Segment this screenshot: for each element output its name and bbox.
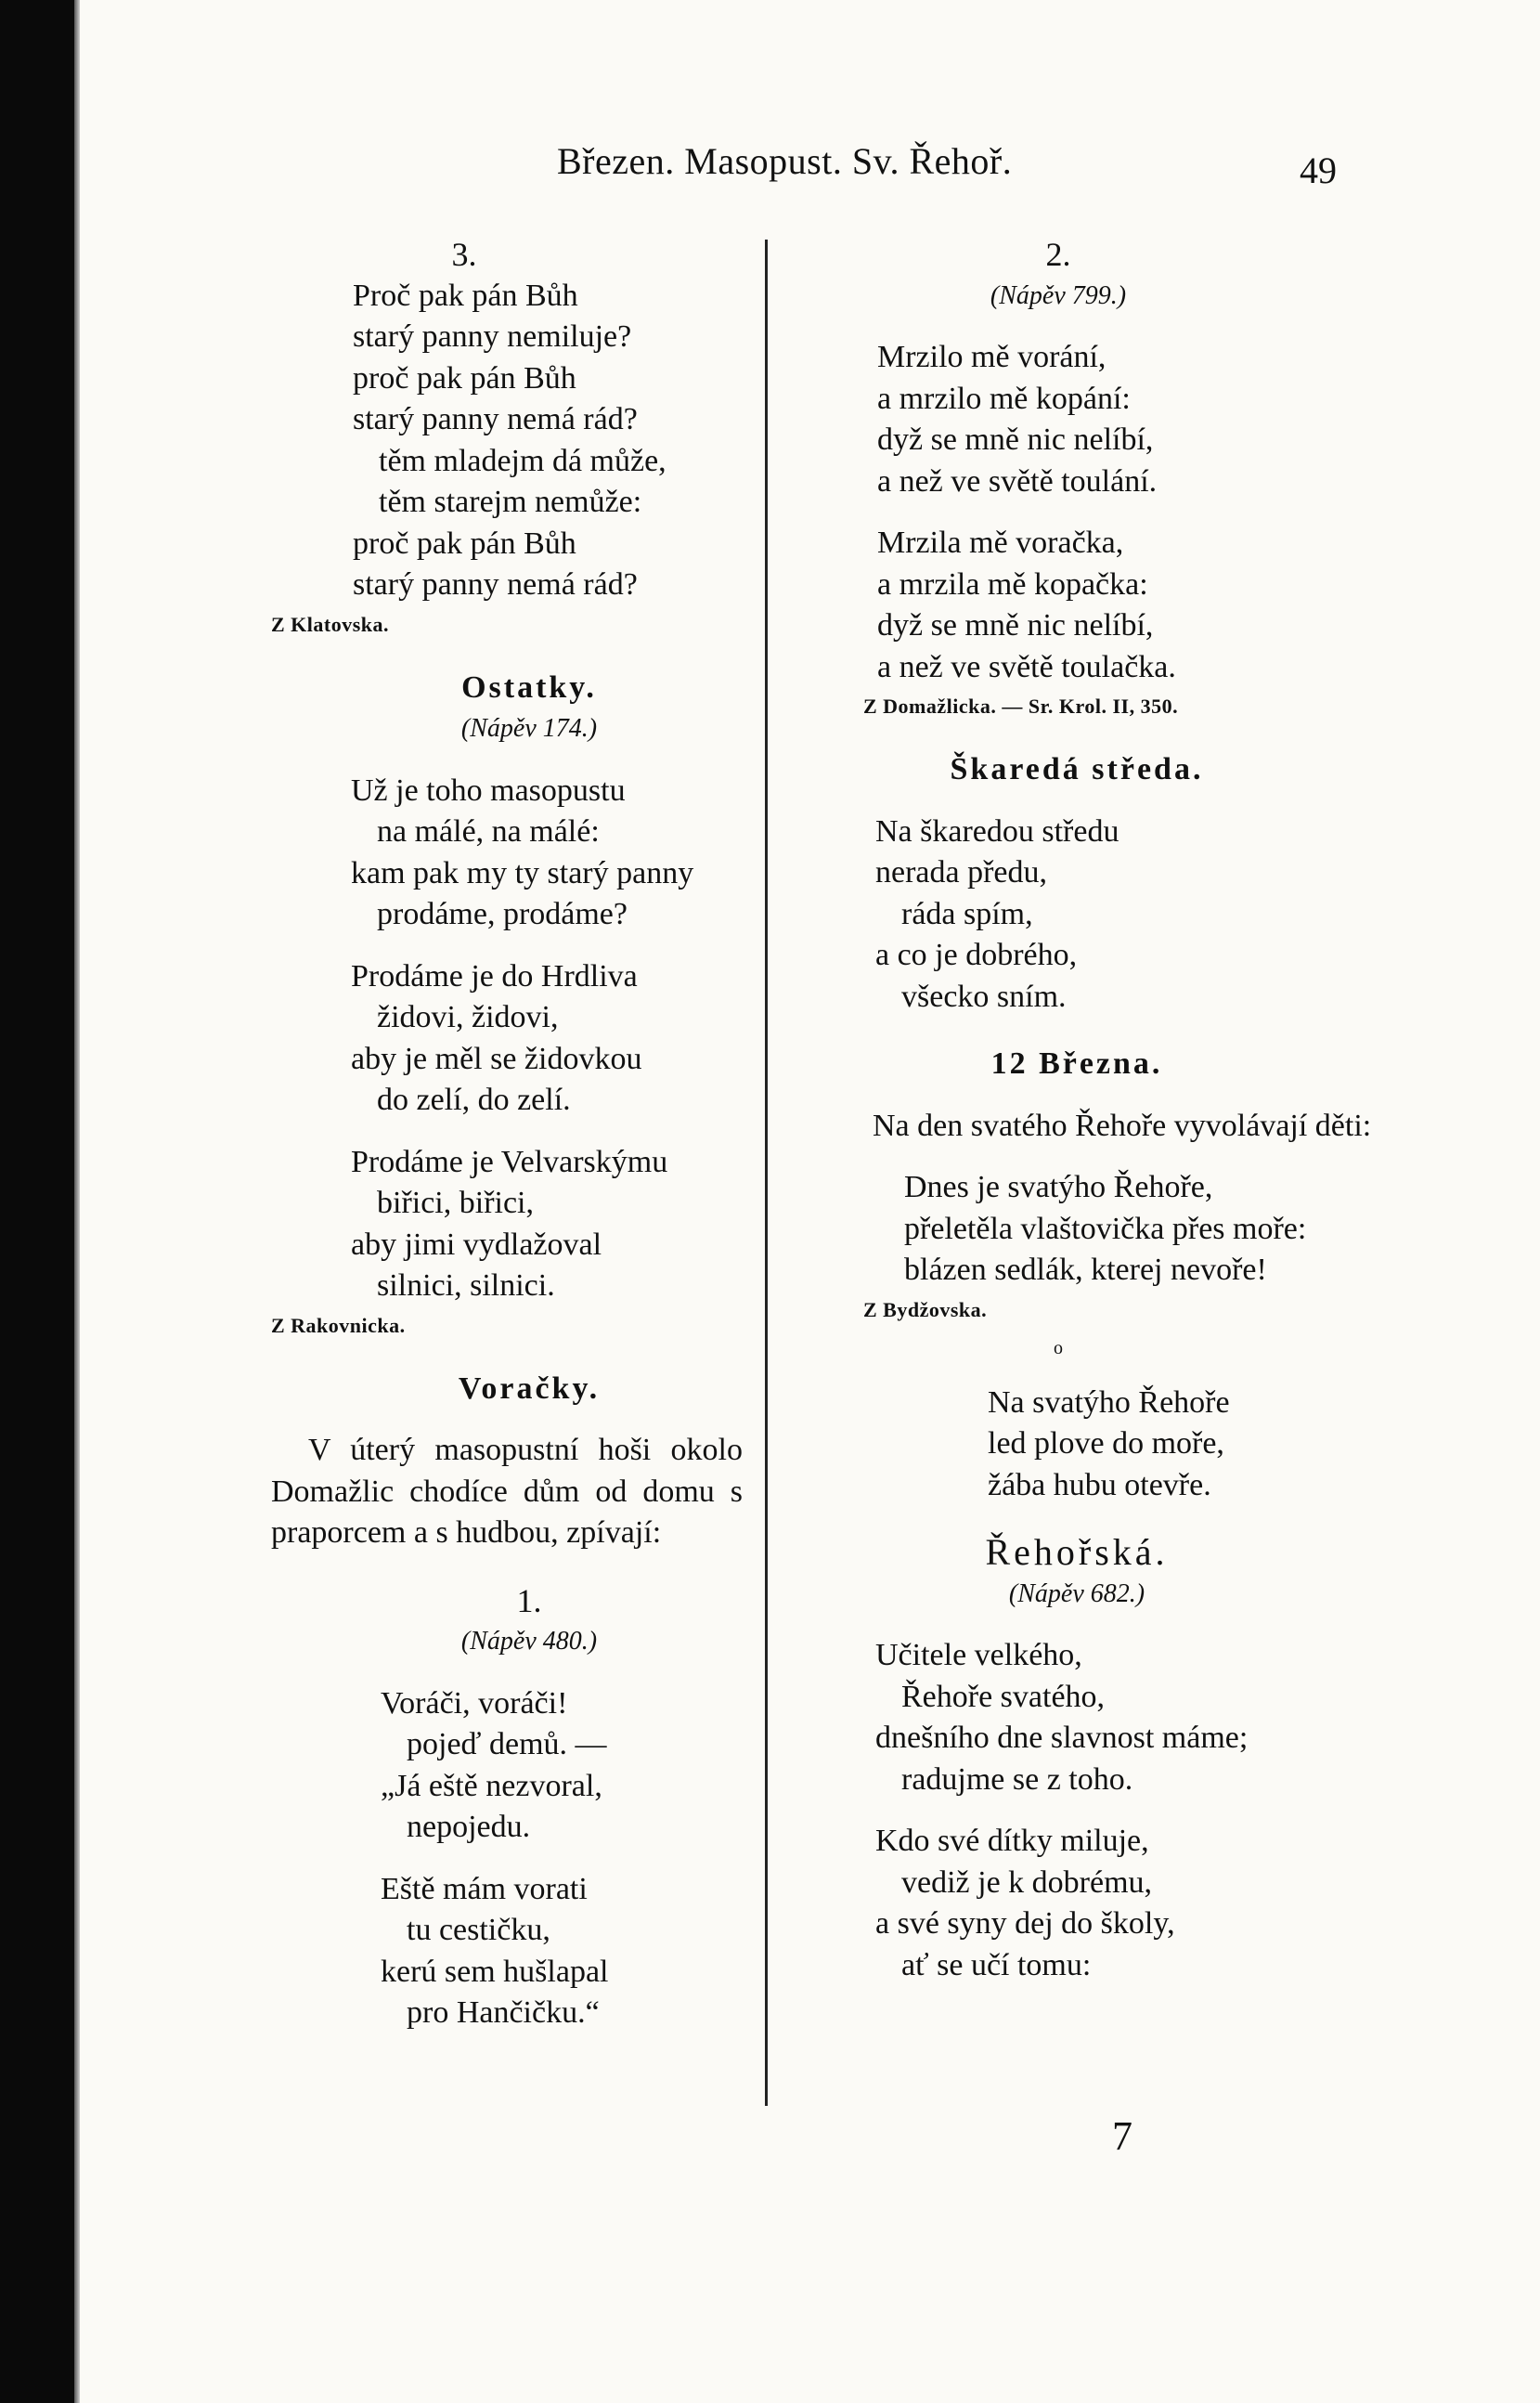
section-title: Škaredá středa. <box>950 752 1204 786</box>
song-number: 2. <box>1045 236 1071 273</box>
source-note: Z Bydžovska. <box>863 1297 988 1321</box>
verse-line: proč pak pán Bůh <box>353 360 576 396</box>
melody-note: (Nápěv 682.) <box>1008 1578 1145 1608</box>
verse-line: aby jimi vydlažoval <box>351 1227 602 1262</box>
song-number: 1. <box>516 1581 542 1619</box>
verse-line: radujme se z toho. <box>901 1761 1133 1797</box>
stanza <box>186 1869 743 2034</box>
section-title: Ostatky. <box>461 669 597 705</box>
verse-line: Na svatýho Řehoře <box>988 1384 1230 1420</box>
verse-line: pro Hančičku.“ <box>407 1995 600 2030</box>
verse-line: židovi, židovi, <box>377 1000 559 1034</box>
stanza <box>789 812 1420 1019</box>
verse-line: Dnes je svatýho Řehoře, <box>904 1170 1213 1204</box>
verse-line: prodáme, prodáme? <box>377 897 628 931</box>
verse-line: Řehoře svatého, <box>901 1679 1106 1714</box>
verse-line: aby je měl se židovkou <box>351 1041 642 1076</box>
verse-line: kerú sem hušlapal <box>381 1954 609 1989</box>
verse-line: starý panny nemiluje? <box>353 319 632 354</box>
source-note: Z Domažlicka. — Sr. Krol. II, 350. <box>863 695 1179 718</box>
column-divider <box>765 240 768 2106</box>
verse-line: blázen sedlák, kterej nevoře! <box>904 1253 1267 1287</box>
stanza <box>186 1142 743 1307</box>
verse-line: Už je toho masopustu <box>351 773 626 808</box>
verse-line: starý panny nemá rád? <box>353 402 638 436</box>
stanza <box>789 1383 1420 1507</box>
stanza <box>186 276 743 606</box>
verse-line: nepojedu. <box>407 1810 531 1844</box>
verse-line: Na škaredou středu <box>875 813 1119 849</box>
song-number: 3. <box>451 236 477 273</box>
verse-line: vediž je k dobrému, <box>901 1864 1153 1900</box>
verse-line: Prodáme je do Hrdliva <box>351 958 638 994</box>
verse-line: a mrzilo mě kopání: <box>877 381 1131 416</box>
verse-line: Mrzilo mě vorání, <box>877 340 1106 374</box>
stanza <box>789 1167 1420 1292</box>
verse-line: nerada předu, <box>875 855 1048 890</box>
verse-line: kam pak my ty starý panny <box>351 855 694 890</box>
verse-line: Mrzila mě voračka, <box>877 526 1124 560</box>
verse-line: ať se učí tomu: <box>901 1947 1092 1982</box>
verse-line: Proč pak pán Bůh <box>353 278 578 313</box>
verse-line: přeletěla vlaštovička přes moře: <box>904 1211 1307 1246</box>
paragraph: V úterý masopustní hoši okolo Domažlic chodíce dům od domu s praporcem a s hudbou, zpívají: <box>271 1433 743 1550</box>
verse-line: a své syny dej do školy, <box>875 1906 1175 1941</box>
verse-line: starý panny nemá rád? <box>353 567 638 602</box>
verse-line: a než ve světě toulačka. <box>877 649 1176 684</box>
verse-line: dyž se mně nic nelíbí, <box>877 608 1154 643</box>
melody-note: (Nápěv 799.) <box>990 280 1127 310</box>
verse-line: proč pak pán Bůh <box>353 526 576 561</box>
stanza <box>789 523 1420 688</box>
signature-mark: 7 <box>1112 2113 1132 2159</box>
verse-line: na málé, na málé: <box>377 814 600 849</box>
verse-line: ráda spím, <box>901 896 1033 931</box>
left-column <box>186 234 743 2034</box>
stanza <box>789 1635 1420 1800</box>
verse-line: všecko sním. <box>901 979 1067 1014</box>
verse-line: pojeď demů. — <box>407 1727 607 1761</box>
verse-line: dnešního dne slavnost máme; <box>875 1721 1249 1755</box>
melody-note: (Nápěv 480.) <box>460 1627 598 1656</box>
verse-line: dyž se mně nic nelíbí, <box>877 422 1154 457</box>
verse-line: Voráči, voráči! <box>381 1685 568 1721</box>
section-title: Řehořská. <box>985 1531 1169 1573</box>
page-number: 49 <box>1300 149 1337 191</box>
ornament: o <box>1054 1337 1063 1358</box>
verse-line: do zelí, do zelí. <box>377 1083 571 1117</box>
running-header: Březen. Masopust. Sv. Řehoř. <box>557 140 1013 182</box>
stanza <box>186 1683 743 1849</box>
verse-line: silnici, silnici. <box>377 1268 555 1303</box>
verse-line: Kdo své dítky miluje, <box>875 1824 1149 1858</box>
stanza <box>186 771 743 936</box>
page-edge <box>74 0 80 2403</box>
verse-line: žába hubu otevře. <box>988 1467 1211 1502</box>
verse-line: led plove do moře, <box>988 1426 1224 1461</box>
verse-line: biřici, biřici, <box>377 1186 535 1220</box>
book-page <box>74 0 1540 2403</box>
verse-line: Eště mám vorati <box>381 1871 588 1906</box>
section-title: Voračky. <box>458 1370 601 1406</box>
verse-line: „Já eště nezvoral, <box>381 1768 602 1803</box>
source-note: Z Klatovska. <box>271 612 390 636</box>
verse-line: Učitele velkého, <box>875 1638 1082 1672</box>
stanza <box>789 337 1420 502</box>
stanza <box>186 956 743 1122</box>
paragraph: Na den svatého Řehoře vyvolávají děti: <box>873 1108 1372 1143</box>
stanza <box>789 1821 1420 1986</box>
melody-note: (Nápěv 174.) <box>460 714 598 743</box>
verse-line: a než ve světě toulání. <box>877 463 1158 499</box>
section-title: 12 Března. <box>990 1046 1163 1081</box>
verse-line: a co je dobrého, <box>875 938 1078 972</box>
verse-line: a mrzila mě kopačka: <box>877 566 1148 602</box>
verse-line: těm mladejm dá může, <box>379 443 666 478</box>
right-column <box>789 234 1420 1986</box>
verse-line: Prodáme je Velvarskýmu <box>351 1144 668 1179</box>
verse-line: těm starejm nemůže: <box>379 485 642 519</box>
verse-line: tu cestičku, <box>407 1913 550 1947</box>
source-note: Z Rakovnicka. <box>271 1313 406 1337</box>
